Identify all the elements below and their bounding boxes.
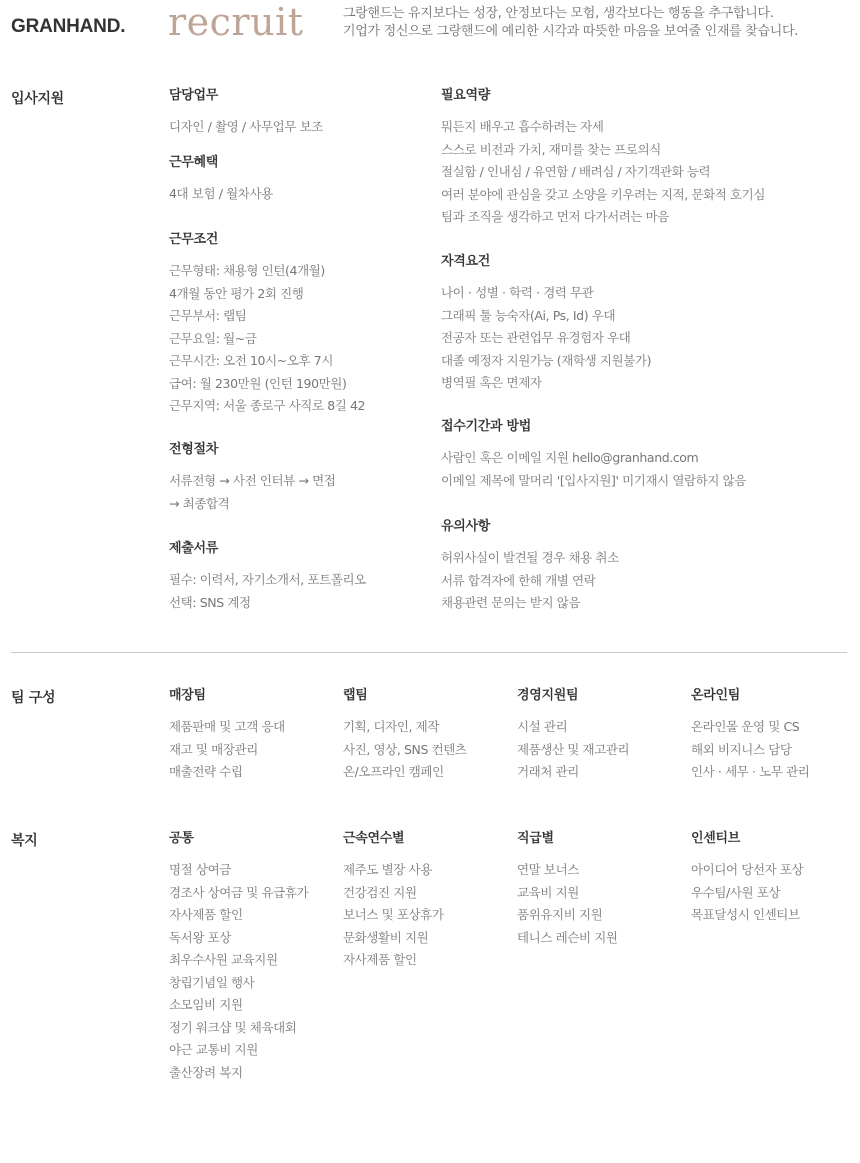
team-column	[517, 686, 629, 784]
section-label-apply: 입사지원	[11, 91, 64, 107]
list-item: 병역필 혹은 면제자	[441, 375, 542, 390]
item-list	[691, 859, 803, 927]
welfare-column	[517, 829, 618, 949]
team-column	[691, 686, 809, 784]
list-item: 소모임비 지원	[169, 997, 243, 1012]
list-item: 테니스 레슨비 지원	[517, 929, 618, 945]
list-item: 사진, 영상, SNS 컨텐츠	[343, 741, 467, 757]
item-list	[441, 282, 651, 395]
list-item: → 최종합격	[169, 495, 230, 511]
block-notes	[441, 517, 619, 615]
list-item: 4개월 동안 평가 2회 진행	[169, 285, 304, 301]
item-list	[441, 447, 746, 492]
list-item: 이메일 제목에 말머리 '[입사지원]' 미기재시 열람하지 않음	[441, 472, 746, 488]
block-title: 전형절차	[169, 442, 219, 457]
list-item: 인사 · 세무 · 노무 관리	[691, 764, 810, 779]
page-title: recruit	[168, 0, 304, 44]
list-item: 근무부서: 랩팀	[169, 308, 247, 323]
list-item: 제주도 별장 사용	[343, 862, 432, 877]
list-item: 건강검진 지원	[343, 884, 417, 900]
list-item: 절실함 / 인내심 / 유연함 / 배려심 / 자기객관화 능력	[441, 164, 711, 179]
block-title: 담당업무	[169, 88, 219, 103]
list-item: 독서왕 포상	[169, 929, 231, 945]
team-column	[169, 686, 285, 784]
item-list	[691, 716, 809, 784]
block-method	[441, 417, 746, 492]
item-list	[169, 260, 365, 418]
list-item: 정기 워크샵 및 체육대회	[169, 1019, 297, 1035]
block-title: 접수기간과 방법	[441, 419, 532, 434]
welfare-column	[343, 829, 444, 972]
list-item: 자사제품 할인	[343, 952, 417, 967]
list-item: 아이디어 당선자 포상	[691, 862, 804, 877]
block-conditions	[169, 230, 365, 418]
list-item: 경조사 상여금 및 유급휴가	[169, 884, 309, 900]
list-item: 스스로 비전과 가치, 재미를 찾는 프로의식	[441, 141, 661, 157]
block-title: 필요역량	[441, 88, 491, 103]
section-divider	[11, 652, 847, 653]
item-list	[517, 859, 618, 949]
item-list	[169, 859, 308, 1084]
list-item: 시설 관리	[517, 719, 568, 734]
list-item: 자사제품 할인	[169, 907, 243, 922]
block-title: 자격요건	[441, 254, 491, 269]
list-item: 목표달성시 인센티브	[691, 907, 800, 922]
list-item: 필수: 이력서, 자기소개서, 포트폴리오	[169, 572, 366, 587]
welfare-title: 직급별	[517, 831, 554, 846]
item-list	[343, 716, 467, 784]
list-item: 제품판매 및 고객 응대	[169, 719, 285, 734]
block-process	[169, 440, 335, 515]
list-item: 근무형태: 채용형 인턴(4개월)	[169, 263, 325, 278]
team-title: 온라인팀	[691, 688, 741, 703]
list-item: 야근 교통비 지원	[169, 1042, 258, 1057]
list-item: 교육비 지원	[517, 884, 579, 900]
list-item: 서류 합격자에 한해 개별 연락	[441, 572, 596, 588]
list-item: 재고 및 매장관리	[169, 741, 258, 757]
intro-text	[343, 5, 798, 41]
list-item: 온라인몰 운영 및 CS	[691, 719, 800, 734]
list-item: 근무지역: 서울 종로구 사직로 8길 42	[169, 398, 366, 413]
list-item: 근무요일: 월~금	[169, 330, 257, 346]
block-title: 근무조건	[169, 232, 219, 247]
list-item: 그래픽 툴 능숙자(Ai, Ps, Id) 우대	[441, 307, 616, 323]
item-list	[169, 183, 273, 206]
list-item: 서류전형 → 사전 인터뷰 → 면접	[169, 473, 336, 488]
intro-line: 그랑핸드는 유지보다는 성장, 안정보다는 모험, 생각보다는 행동을 추구합니다.	[343, 6, 774, 21]
list-item: 뭐든지 배우고 흡수하려는 자세	[441, 119, 604, 134]
list-item: 거래처 관리	[517, 764, 579, 779]
team-title: 매장팀	[169, 688, 206, 703]
list-item: 근무시간: 오전 10시~오후 7시	[169, 353, 334, 368]
list-item: 대졸 예정자 지원가능 (재학생 지원불가)	[441, 352, 652, 368]
block-qualification	[441, 252, 651, 395]
section-label-team: 팀 구성	[11, 690, 56, 706]
team-title: 랩팀	[343, 688, 368, 703]
block-competency	[441, 86, 765, 229]
list-item: 디자인 / 촬영 / 사무업무 보조	[169, 119, 323, 134]
list-item: 사람인 혹은 이메일 지원 hello@granhand.com	[441, 450, 699, 465]
list-item: 보너스 및 포상휴가	[343, 907, 444, 922]
block-title: 제출서류	[169, 541, 219, 556]
list-item: 출산장려 복지	[169, 1064, 243, 1080]
list-item: 제품생산 및 재고관리	[517, 741, 630, 757]
list-item: 연말 보너스	[517, 862, 579, 877]
list-item: 최우수사원 교육지원	[169, 952, 278, 967]
welfare-title: 공통	[169, 831, 194, 846]
list-item: 여러 분야에 관심을 갖고 소양을 키우려는 지적, 문화적 호기심	[441, 186, 766, 202]
item-list	[441, 116, 765, 229]
list-item: 나이 · 성별 · 학력 · 경력 무관	[441, 285, 594, 300]
item-list	[169, 470, 335, 515]
list-item: 매출전략 수립	[169, 764, 243, 779]
item-list	[343, 859, 444, 972]
list-item: 기획, 디자인, 제작	[343, 719, 440, 734]
list-item: 창립기념일 행사	[169, 974, 255, 990]
team-column	[343, 686, 467, 784]
item-list	[441, 547, 619, 615]
block-benefit	[169, 153, 273, 206]
list-item: 4대 보험 / 월차사용	[169, 186, 273, 201]
section-label-welfare: 복지	[11, 833, 38, 849]
list-item: 문화생활비 지원	[343, 929, 429, 945]
brand-logo[interactable]: GRANHAND.	[11, 16, 126, 37]
list-item: 명절 상여금	[169, 862, 231, 877]
list-item: 해외 비지니스 담당	[691, 741, 792, 757]
block-title: 근무혜택	[169, 155, 219, 170]
list-item: 급여: 월 230만원 (인턴 190만원)	[169, 375, 347, 391]
block-duty	[169, 86, 323, 139]
list-item: 허위사실이 발견될 경우 채용 취소	[441, 550, 619, 565]
item-list	[517, 716, 629, 784]
welfare-column	[169, 829, 308, 1084]
welfare-column	[691, 829, 803, 927]
block-documents	[169, 539, 366, 614]
list-item: 전공자 또는 관련업무 유경험자 우대	[441, 330, 631, 345]
list-item: 팀과 조직을 생각하고 먼저 다가서려는 마음	[441, 209, 670, 224]
item-list	[169, 116, 323, 139]
list-item: 우수팀/사원 포상	[691, 884, 781, 900]
welfare-title: 근속연수별	[343, 831, 405, 846]
list-item: 채용관련 문의는 받지 않음	[441, 595, 581, 610]
item-list	[169, 716, 285, 784]
team-title: 경영지원팀	[517, 688, 579, 703]
intro-line: 기업가 정신으로 그랑핸드에 예리한 시각과 따뜻한 마음을 보여줄 인재를 찾습니다.	[343, 24, 799, 39]
block-title: 유의사항	[441, 519, 491, 534]
list-item: 온/오프라인 캠페인	[343, 764, 444, 779]
welfare-title: 인센티브	[691, 831, 741, 846]
list-item: 선택: SNS 계정	[169, 594, 251, 610]
list-item: 품위유지비 지원	[517, 907, 603, 922]
item-list	[169, 569, 366, 614]
